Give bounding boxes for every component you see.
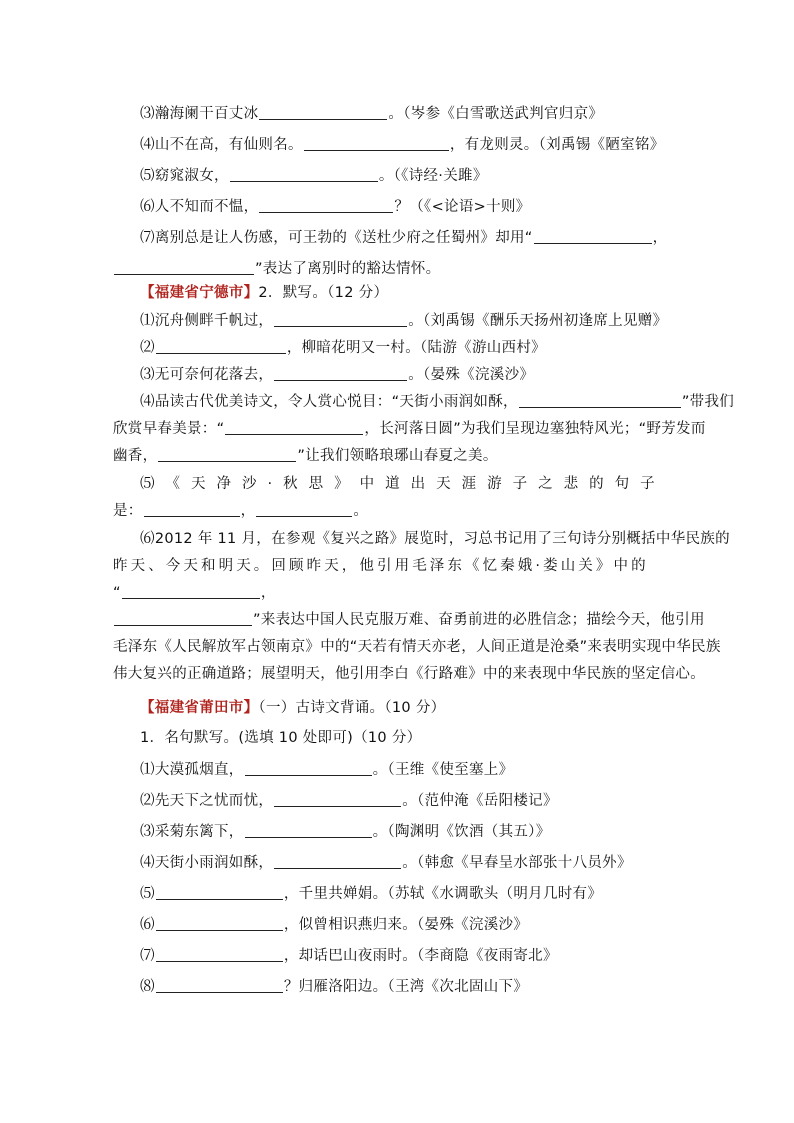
answer-blank[interactable] <box>304 136 449 151</box>
question-number: ⑸ <box>140 886 155 902</box>
question-text: “ <box>113 585 121 601</box>
question-pt2 <box>140 791 686 811</box>
question-text: 《天净沙·秋思》中道出天涯游子之悲的句子 <box>165 476 666 492</box>
question-number: ⑶ <box>140 106 155 122</box>
answer-blank[interactable] <box>256 502 352 517</box>
answer-blank[interactable] <box>114 260 254 275</box>
question-number: ⑻ <box>140 979 155 995</box>
question-source: 。（《诗经·关雎》 <box>378 168 488 184</box>
answer-blank[interactable] <box>274 366 407 381</box>
question-source: ，千里共婵娟。（苏轼《水调歌头（明月几时有》 <box>283 886 603 902</box>
answer-blank[interactable] <box>156 947 283 962</box>
answer-blank[interactable] <box>519 393 681 408</box>
question-nd5-cont <box>113 501 688 521</box>
answer-blank[interactable] <box>259 105 387 120</box>
question-text: ”带我们 <box>681 394 735 410</box>
question-text: 。 <box>353 503 369 519</box>
question-pt8 <box>140 977 686 997</box>
question-text: 幽香， <box>113 448 158 464</box>
question-source: 。（晏殊《浣溪沙》 <box>408 367 535 383</box>
question-source: 。（王维《使至塞上》 <box>372 762 514 778</box>
question-text: 窈窕淑女， <box>154 168 229 184</box>
question-text: 昨天、今天和明天。回顾昨天，他引用毛泽东《忆秦娥·娄山关》中的 <box>113 558 649 574</box>
question-text: ， <box>260 585 276 601</box>
section-header-ningde <box>140 283 686 303</box>
question-source: 。（岑参《白雪歌送武判官归京》 <box>388 106 604 122</box>
question-pt6 <box>140 915 686 935</box>
question-text: 毛泽东《人民解放军占领南京》中的“天若有情天亦老，人间正道是沧桑”来表明实现中华民族 <box>113 639 721 655</box>
question-text: 品读古代优美诗文，令人赏心悦目：“天街小雨润如酥， <box>154 394 518 410</box>
answer-blank[interactable] <box>156 339 286 354</box>
question-a7 <box>140 228 686 248</box>
question-number: ⑵ <box>140 793 155 809</box>
question-pt7 <box>140 946 686 966</box>
question-text: ， <box>240 503 256 519</box>
question-number: ⑺ <box>140 948 155 964</box>
question-a6 <box>140 197 686 217</box>
question-number: ⑴ <box>140 762 155 778</box>
question-source: 。（韩愈《早春呈水部张十八员外》 <box>402 855 632 871</box>
question-number: ⑷ <box>140 394 155 410</box>
question-source: ，却话巴山夜雨时。（李商隐《夜雨寄北》 <box>283 948 558 964</box>
question-nd3 <box>140 365 686 385</box>
question-text: 是： <box>113 503 143 519</box>
question-a5 <box>140 166 686 186</box>
question-nd6-line5 <box>113 637 721 657</box>
answer-blank[interactable] <box>156 916 283 931</box>
question-nd2 <box>140 338 686 358</box>
answer-blank[interactable] <box>158 447 296 462</box>
answer-blank[interactable] <box>114 611 252 626</box>
section-header-putian <box>140 698 686 718</box>
question-pt4 <box>140 853 686 873</box>
section-heading: （一）古诗文背诵。（10 分） <box>258 700 446 716</box>
answer-blank[interactable] <box>274 792 401 807</box>
answer-blank[interactable] <box>144 502 240 517</box>
answer-blank[interactable] <box>245 761 372 776</box>
question-number: ⑶ <box>140 824 155 840</box>
question-nd6-line6 <box>113 664 705 684</box>
question-a4 <box>140 135 686 155</box>
question-nd4-line3 <box>113 446 688 466</box>
putian-subheading <box>140 728 686 748</box>
question-nd6-line3 <box>113 583 688 603</box>
question-number: ⑵ <box>140 340 155 356</box>
question-source: 。（范仲淹《岳阳楼记》 <box>402 793 558 809</box>
question-source: ？（《<论语>十则》 <box>394 199 531 215</box>
question-text: ”表达了离别时的豁达情怀。 <box>255 261 441 277</box>
question-text: 天街小雨润如酥， <box>154 855 274 871</box>
question-number: ⑷ <box>140 855 155 871</box>
question-pt3 <box>140 822 686 842</box>
question-text: 山不在高，有仙则名。 <box>154 137 303 153</box>
answer-blank[interactable] <box>259 198 393 213</box>
question-pt5 <box>140 884 686 904</box>
question-text: 采菊东篱下， <box>154 824 244 840</box>
region-tag: 【福建省莆田市】 <box>140 700 259 716</box>
question-text: 离别总是让人伤感，可王勃的《送杜少府之任蜀州》却用“ <box>154 230 533 246</box>
answer-blank[interactable] <box>534 229 652 244</box>
question-number: ⑸ <box>140 168 155 184</box>
question-number: ⑹ <box>140 531 155 547</box>
question-a3 <box>140 104 686 124</box>
question-source: ？归雁洛阳边。（王湾《次北固山下》 <box>283 979 529 995</box>
question-text: 沉舟侧畔千帆过， <box>154 313 274 329</box>
question-text: 无可奈何花落去， <box>154 367 274 383</box>
question-text: 先天下之忧而忧， <box>154 793 274 809</box>
question-nd4-line1 <box>140 392 735 412</box>
answer-blank[interactable] <box>156 885 283 900</box>
question-nd6-line2 <box>113 556 688 576</box>
question-number: ⑹ <box>140 199 155 215</box>
question-text: 欣赏早春美景：“ <box>113 421 225 437</box>
question-source: 。（陶渊明《饮酒（其五）》 <box>372 824 551 840</box>
question-source: ，有龙则灵。（刘禹锡《陋室铭》 <box>449 137 665 153</box>
question-number: ⑶ <box>140 367 155 383</box>
question-text: 大漠孤烟直， <box>154 762 244 778</box>
question-number: ⑷ <box>140 137 155 153</box>
question-text: ，长河落日圆”为我们呈现边塞独特风光；“野芳发而 <box>364 421 706 437</box>
question-number: ⑸ <box>140 476 166 492</box>
answer-blank[interactable] <box>274 312 407 327</box>
question-text: ， <box>652 230 668 246</box>
region-tag: 【福建省宁德市】 <box>140 285 259 301</box>
answer-blank[interactable] <box>122 584 260 599</box>
question-text: 伟大复兴的正确道路；展望明天，他引用李白《行路难》中的来表现中华民族的坚定信心。 <box>113 666 705 682</box>
question-source: ，柳暗花明又一村。（陆游《游山西村》 <box>286 340 546 356</box>
question-nd1 <box>140 311 686 331</box>
question-text: 瀚海阑干百丈冰 <box>154 106 259 122</box>
question-nd6-line1 <box>140 529 730 549</box>
question-number: ⑺ <box>140 230 155 246</box>
answer-blank[interactable] <box>156 978 283 993</box>
question-text: 人不知而不愠， <box>154 199 259 215</box>
question-nd4-line2 <box>113 419 706 439</box>
question-source: ，似曾相识燕归来。（晏殊《浣溪沙》 <box>283 917 529 933</box>
question-source: 。（刘禹锡《酬乐天扬州初逢席上见赠》 <box>408 313 668 329</box>
answer-blank[interactable] <box>245 823 372 838</box>
question-number: ⑴ <box>140 313 155 329</box>
answer-blank[interactable] <box>230 167 378 182</box>
subheading-text: 1．名句默写。(选填 10 处即可)（10 分） <box>140 730 422 746</box>
question-text: ”让我们领略琅琊山春夏之美。 <box>297 448 498 464</box>
section-heading: 2．默写。（12 分） <box>258 285 389 301</box>
question-pt1 <box>140 760 686 780</box>
question-nd5 <box>140 474 686 494</box>
answer-blank[interactable] <box>274 854 401 869</box>
question-nd6-line4 <box>113 610 705 630</box>
question-number: ⑹ <box>140 917 155 933</box>
answer-blank[interactable] <box>225 420 363 435</box>
question-text: 2012 年 11 月，在参观《复兴之路》展览时，习总书记用了三句诗分别概括中华民族的 <box>154 531 730 547</box>
question-a7-cont <box>113 259 688 279</box>
question-text: ”来表达中国人民克服万难、奋勇前进的必胜信念；描绘今天，他引用 <box>253 612 705 628</box>
